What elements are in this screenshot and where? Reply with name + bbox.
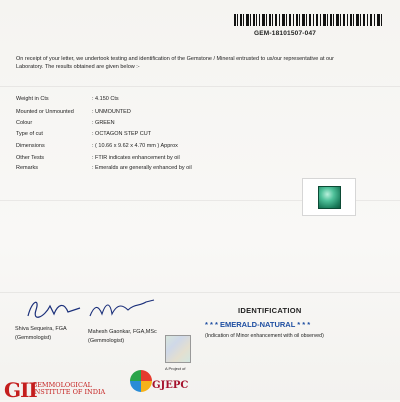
detail-label: Type of cut [16, 131, 43, 137]
fold-line [0, 292, 400, 293]
identification-note: (Indication of Minor enhancement with oil observed) [205, 333, 324, 339]
detail-value: : OCTAGON STEP CUT [92, 131, 152, 137]
detail-value: : FTIR indicates enhancement by oil [92, 155, 180, 161]
signatory-role: (Gemmologist) [88, 338, 125, 344]
signatory-name: Mahesh Gaonkar, FGA,MSc [88, 329, 157, 335]
gii-name-line1: GEMMOLOGICAL [32, 381, 92, 389]
gjepc-logo-icon [130, 370, 152, 392]
detail-row-mounting [16, 109, 131, 118]
detail-row-other-tests [16, 155, 180, 164]
gjepc-logo-text: GJEPC [152, 380, 189, 391]
signatory-1 [15, 325, 67, 343]
detail-value: : Emeralds are generally enhanced by oil [92, 165, 192, 171]
detail-row-dimensions [16, 143, 178, 152]
detail-label: Dimensions [16, 143, 45, 149]
detail-label: Other Tests [16, 155, 45, 161]
signatory-name: Shiva Sequeira, FGA [15, 326, 67, 332]
hologram-seal [165, 335, 191, 363]
signature-2 [88, 296, 158, 322]
identification-title: IDENTIFICATION [238, 306, 302, 315]
signatory-2 [88, 328, 157, 346]
intro-text: On receipt of your letter, we undertook testing and identification of the Gemstone / Mineral entrusted to us/our representative at our Laboratory. The results obtained are given below :- [16, 56, 334, 70]
report-number: GEM-18101507-047 [254, 30, 317, 37]
detail-label: Colour [16, 120, 33, 126]
identification-result: * * * EMERALD-NATURAL * * * [205, 320, 311, 329]
detail-value: : GREEN [92, 120, 115, 126]
detail-label: Mounted or Unmounted [16, 109, 74, 115]
signatory-role: (Gemmologist) [15, 335, 52, 341]
detail-row-weight [16, 96, 119, 105]
detail-value: : ( 10.66 x 9.62 x 4.70 mm ) Approx [92, 143, 178, 149]
detail-row-remarks [16, 165, 192, 174]
detail-value: : UNMOUNTED [92, 109, 131, 115]
detail-row-colour [16, 120, 115, 129]
detail-row-cut [16, 131, 151, 140]
project-label: A Project of [165, 366, 186, 371]
gii-logo: GII [4, 378, 37, 402]
barcode [234, 14, 384, 26]
emerald-image [318, 186, 341, 209]
detail-label: Weight in Cts [16, 96, 49, 102]
gii-name-line2: INSTITUTE OF INDIA [32, 388, 106, 396]
detail-label: Remarks [16, 165, 39, 171]
detail-value: : 4.150 Cts [92, 96, 119, 102]
fold-line [0, 86, 400, 87]
gemstone-photo [302, 178, 356, 216]
gii-name [32, 382, 105, 396]
signature-1 [24, 296, 84, 322]
